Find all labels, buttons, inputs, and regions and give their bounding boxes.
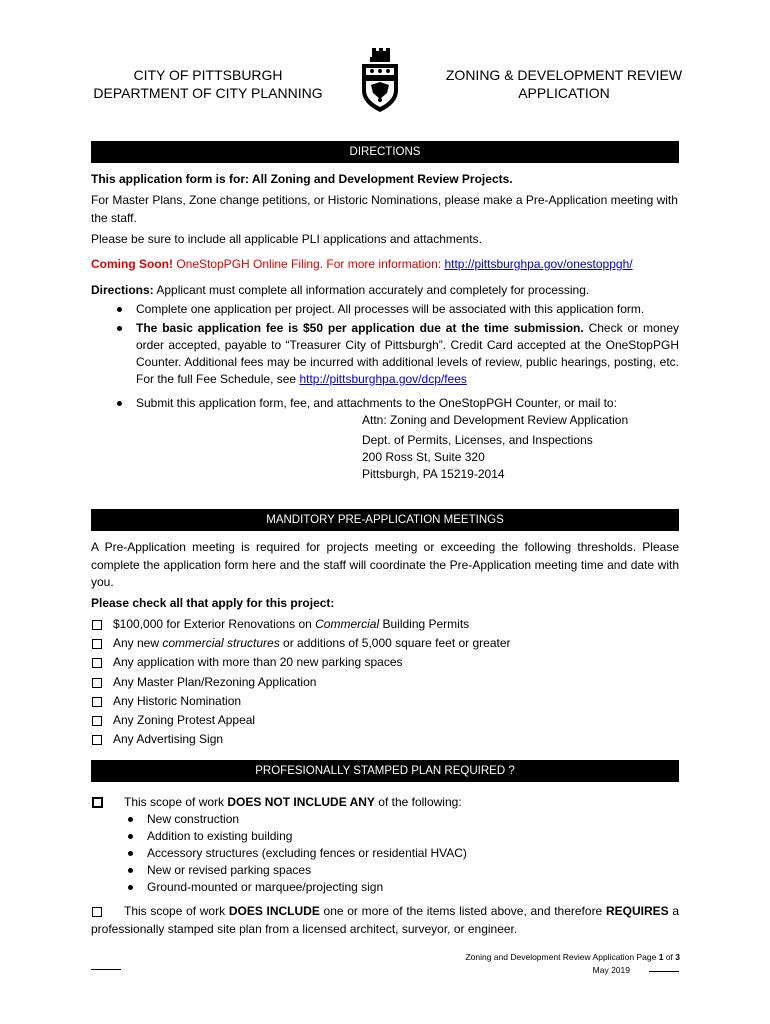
application-scope: This application form is for: All Zoning and Development Review Projects. [91,172,513,186]
checkbox-advertising-sign[interactable] [92,735,102,745]
checkbox-commercial-structures[interactable] [92,639,102,649]
city-seal-icon [357,44,403,114]
directions-line [91,282,679,300]
scope-item-accessory: Accessory structures (excluding fences or residential HVAC) [147,846,467,860]
threshold-historic-nomination: Any Historic Nomination [113,694,242,708]
scope-item-new-construction: New construction [147,812,240,826]
bullet-one-application: Complete one application per project. All processes will be associated with this application form. [136,302,645,316]
mail-address-line2: 200 Ross St, Suite 320 [362,450,485,464]
mail-attn: Attn: Zoning and Development Review Application [362,413,629,427]
scope-text: of the following: [374,795,462,809]
scope-emphasis: DOES NOT INCLUDE ANY [227,795,375,809]
page-total: 3 [675,952,680,962]
department-name: DEPARTMENT OF CITY PLANNING [93,85,323,101]
scope-emphasis: DOES INCLUDE [228,904,320,918]
bullet-icon [128,834,133,839]
page-label: Zoning and Development Review Application Page [465,952,659,962]
checkbox-exterior-renovations[interactable] [92,620,102,630]
scope-does-not-include [124,794,680,811]
bullet-icon [117,307,122,312]
form-title-line2: APPLICATION [518,85,610,101]
item-emphasis: commercial structures [162,636,280,650]
check-all-label: Please check all that apply for this project: [91,596,335,610]
header-left [84,66,332,102]
bullet-icon [128,851,133,856]
mail-address-line3: Pittsburgh, PA 15219-2014 [362,467,505,481]
preapp-intro: A Pre-Application meeting is required for projects meeting or exceeding the following thresholds. Please complete the application form here and the staff will coordinate the Pre-Application meeting time and date with you. [91,540,679,589]
checkbox-historic-nomination[interactable] [92,697,102,707]
directions-label: Directions: [91,283,154,297]
onestoppgh-link[interactable]: http://pittsburghpa.gov/onestoppgh/ [444,257,633,271]
threshold-master-plan: Any Master Plan/Rezoning Application [113,675,317,689]
bullet-icon [117,401,122,406]
fee-details: Check or money order accepted, payable to “Treasurer City of Pittsburgh”. Credit Card accepted at the OneStopPGH Counter. Additional fees may be incurred with additional levels of review, public hearings, posting, etc. For the full Fee Schedule, see [136,321,680,386]
item-text: $100,000 for Exterior Renovations on [113,617,316,631]
coming-soon-label: Coming Soon! [91,257,173,271]
threshold-commercial-structures [113,635,511,652]
checkbox-master-plan[interactable] [92,678,102,688]
mail-address-line1: Dept. of Permits, Licenses, and Inspections [362,433,593,447]
threshold-exterior-renovations [113,616,469,633]
threshold-advertising-sign: Any Advertising Sign [113,732,224,746]
footer-rule-left [91,969,121,970]
scope-item-addition: Addition to existing building [147,829,293,843]
coming-soon-line [91,256,679,274]
checkbox-does-not-include[interactable] [92,797,103,808]
preapp-bar: MANDITORY PRE-APPLICATION MEETINGS [91,509,679,531]
page-of: of [663,952,676,962]
city-name: CITY OF PITTSBURGH [133,67,283,83]
checkbox-zoning-protest[interactable] [92,716,102,726]
item-text: Building Permits [379,617,470,631]
bullet-icon [128,817,133,822]
master-plans-note: For Master Plans, Zone change petitions, or Historic Nominations, please make a Pre-Application meeting with the staff. [91,193,678,225]
directions-text: Applicant must complete all information accurately and completely for processing. [153,283,590,297]
scope-item-sign: Ground-mounted or marquee/projecting sign [147,880,384,894]
revision-date: May 2019 [592,965,630,975]
bullet-icon [128,885,133,890]
item-emphasis: Commercial [315,617,380,631]
scope-item-parking: New or revised parking spaces [147,863,312,877]
scope-text: a professionally stamped site plan from a licensed architect, surveyor, or engineer. [91,904,679,936]
scope-emphasis: REQUIRES [605,904,669,918]
scope-text: This scope of work [124,795,228,809]
item-text: Any new [113,636,163,650]
bullet-submit: Submit this application form, fee, and attachments to the OneStopPGH Counter, or mail to: [136,396,617,410]
scope-text: This scope of work [124,904,229,918]
fee-statement: The basic application fee is $50 per application due at the time submission. [136,321,584,335]
item-text: or additions of 5,000 square feet or greater [279,636,511,650]
bullet-icon [117,326,122,331]
footer-rule-right [649,971,679,972]
coming-soon-text: OneStopPGH Online Filing. For more information: [172,257,445,271]
threshold-zoning-protest: Any Zoning Protest Appeal [113,713,256,727]
scope-does-include [91,903,679,938]
header-right [436,66,692,102]
threshold-parking-spaces: Any application with more than 20 new parking spaces [113,655,403,669]
fee-schedule-link[interactable]: http://pittsburghpa.gov/dcp/fees [299,372,467,386]
form-title-line1: ZONING & DEVELOPMENT REVIEW [445,67,683,83]
page-number [380,951,680,963]
checkbox-parking-spaces[interactable] [92,658,102,668]
scope-text: one or more of the items listed above, and therefore [319,904,606,918]
directions-bar: DIRECTIONS [91,141,679,163]
stamped-plan-bar: PROFESIONALLY STAMPED PLAN REQUIRED ? [91,760,679,782]
bullet-fee [136,320,679,388]
page-current: 1 [658,952,664,962]
bullet-icon [128,868,133,873]
pli-note: Please be sure to include all applicable PLI applications and attachments. [91,232,482,246]
